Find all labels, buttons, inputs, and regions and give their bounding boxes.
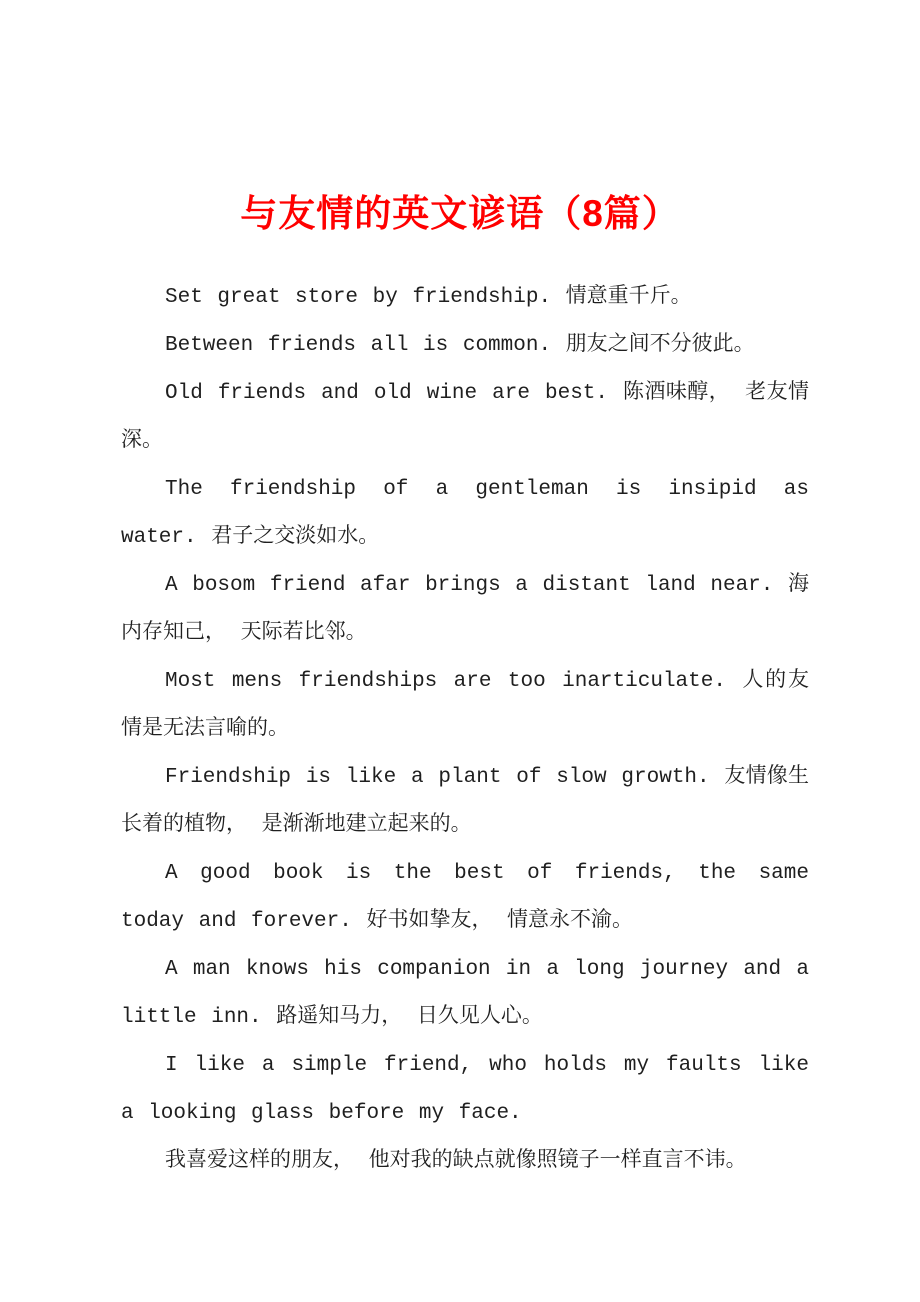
proverb-paragraph-6: Most mens friendships are too inarticulate. 人的友情是无法言喻的。 xyxy=(121,670,809,741)
proverb-paragraph-8: A good book is the best of friends, the same today and forever. 好书如挚友， 情意永不渝。 xyxy=(121,862,809,933)
proverb-paragraph-5: A bosom friend afar brings a distant land near. 海内存知己， 天际若比邻。 xyxy=(121,574,809,645)
proverb-paragraph-10: I like a simple friend, who holds my faults like a looking glass before my face. xyxy=(121,1054,809,1125)
document-body xyxy=(121,274,809,1186)
proverb-paragraph-3: Old friends and old wine are best. 陈酒味醇， 老友情深。 xyxy=(121,382,809,453)
proverb-paragraph-11: 我喜爱这样的朋友， 他对我的缺点就像照镜子一样直言不讳。 xyxy=(165,1150,747,1173)
proverb-paragraph-7: Friendship is like a plant of slow growth. 友情像生长着的植物， 是渐渐地建立起来的。 xyxy=(121,766,809,837)
proverb-paragraph-1: Set great store by friendship. 情意重千斤。 xyxy=(165,286,692,309)
proverb-paragraph-9: A man knows his companion in a long journey and a little inn. 路遥知马力， 日久见人心。 xyxy=(121,958,809,1029)
document-title: 与友情的英文谚语（8篇） xyxy=(240,193,680,234)
proverb-paragraph-2: Between friends all is common. 朋友之间不分彼此。 xyxy=(165,334,755,357)
proverb-paragraph-4: The friendship of a gentleman is insipid as water. 君子之交淡如水。 xyxy=(121,478,809,549)
